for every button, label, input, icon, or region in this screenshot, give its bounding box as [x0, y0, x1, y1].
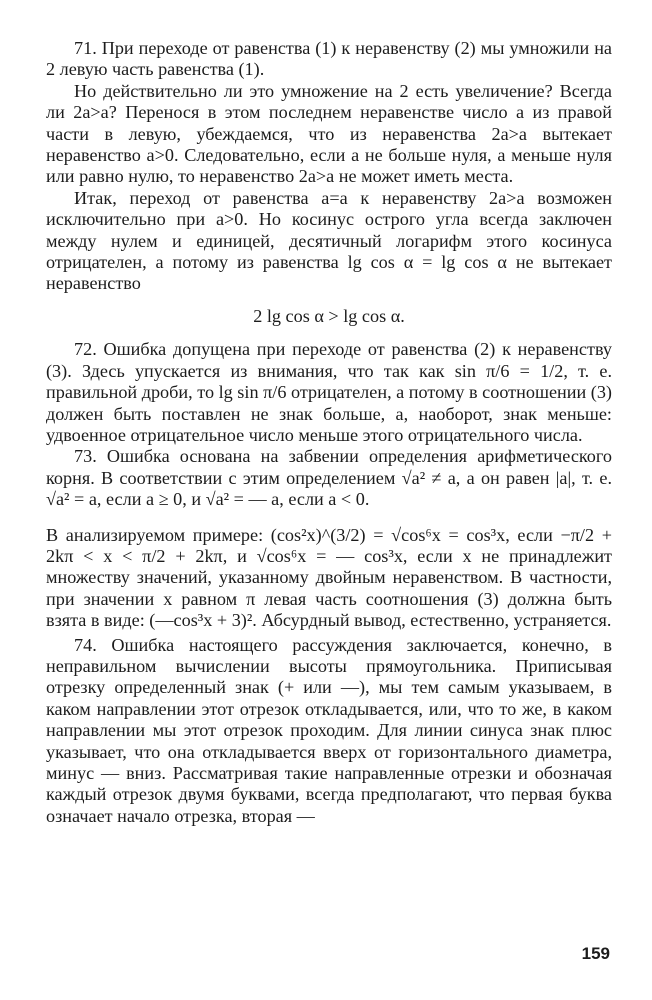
paragraph-71-intro: 71. При переходе от равенства (1) к неравенству (2) мы умножили на 2 левую часть равенства (1).	[46, 38, 612, 80]
paragraph-71-conclusion: Итак, переход от равенства a=a к неравенству 2a>a возможен исключительно при a>0. Но косинус острого угла всегда заключен между нулем и единицей, десятичный логарифм этого косинуса отрицателен, а потому из равенства lg cos α = lg cos α не вытекает неравенство	[46, 187, 612, 294]
page-body	[46, 38, 612, 827]
paragraph-73: 73. Ошибка основана на забвении определения арифметического корня. В соответствии с этим определением √a² ≠ a, а он равен |a|, т. е. √a² = a, если a ≥ 0, и √a² = — a, если a < 0.	[46, 446, 612, 510]
paragraph-73-example: В анализируемом примере: (cos²x)^(3/2) = √cos⁶x = cos³x, если −π/2 + 2kπ < x < π/2 + 2kπ, и √cos⁶x = — cos³x, если x не принадлежит множеству значений, указанному двойным неравенством. В частности, при значении x равном π левая часть соотношения (3) должна быть взята в виде: (—cos³x + 3)². Абсурдный вывод, естественно, устраняется.	[46, 524, 612, 631]
paragraph-72: 72. Ошибка допущена при переходе от равенства (2) к неравенству (3). Здесь упускается из внимания, что так как sin π/6 = 1/2, т. е. правильной дроби, то lg sin π/6 отрицателен, а потому в соотношении (3) должен быть поставлен не знак больше, а, наоборот, знак меньше: удвоенное отрицательное число меньше этого отрицательного числа.	[46, 339, 612, 445]
paragraph-74: 74. Ошибка настоящего рассуждения заключается, конечно, в неправильном вычислении высоты прямоугольника. Приписывая отрезку определенный знак (+ или —), мы тем самым указываем, в каком направлении этот отрезок откладывается, или, что то же, в каком направлении мы этот отрезок проходим. Для линии синуса знак плюс указывает, что она откладывается вверх от горизонтального диаметра, минус — вниз. Рассматривая такие направленные отрезки и обозначая каждый отрезок двумя буквами, всегда предполагают, что первая буква означает начало отрезка, вторая —	[46, 634, 612, 826]
paragraph-71-doubling: Но действительно ли это умножение на 2 есть увеличение? Всегда ли 2a>a? Перенося в этом последнем неравенстве число a из правой части в левую, убеждаемся, что из неравенства 2a>a вытекает неравенство a>0. Следовательно, если a не больше нуля, а меньше нуля или равно нулю, то неравенство 2a>a не может иметь места.	[46, 80, 612, 187]
paragraph-spacer	[46, 511, 612, 525]
formula-inequality: 2 lg cos α > lg cos α.	[253, 305, 405, 326]
page-number: 159	[581, 944, 610, 963]
